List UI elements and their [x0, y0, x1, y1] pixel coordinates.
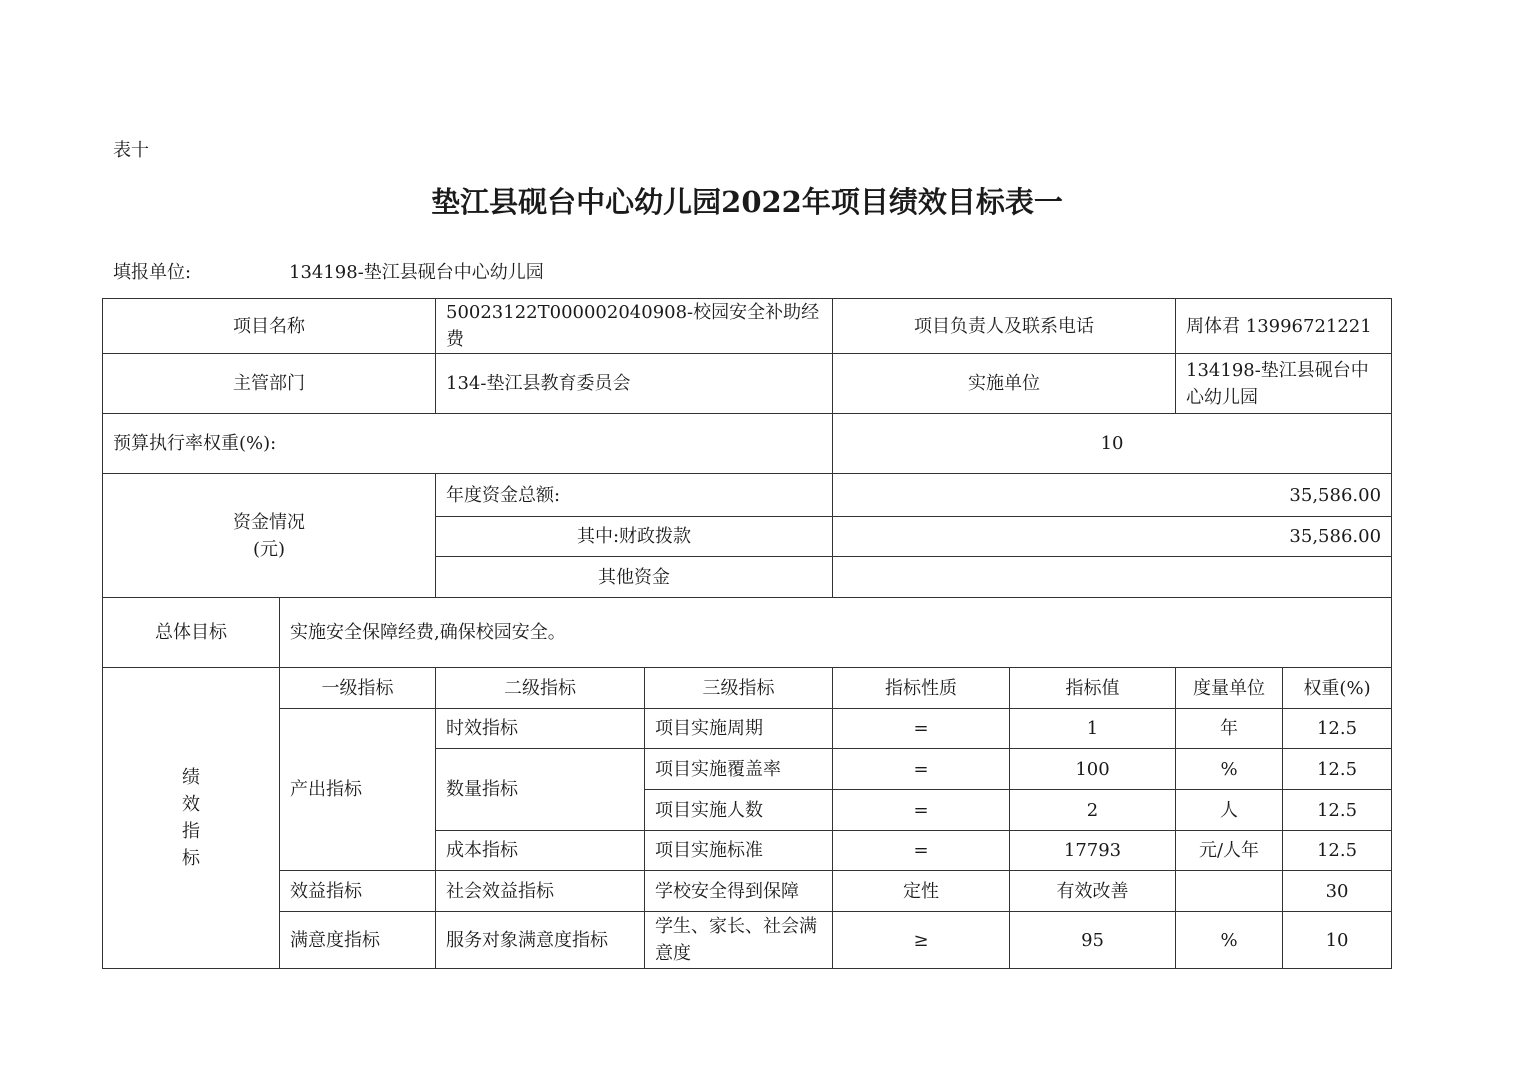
weight-cell: 10	[1283, 912, 1392, 969]
value-cell: 95	[1010, 912, 1176, 969]
header-level2: 二级指标	[436, 668, 645, 709]
header-nature: 指标性质	[833, 668, 1010, 709]
nature-cell: =	[833, 831, 1010, 871]
funds-total-value: 35,586.00	[833, 474, 1392, 517]
row-overall-goal	[103, 598, 1392, 668]
project-name-label: 项目名称	[103, 299, 436, 354]
dept-label: 主管部门	[103, 354, 436, 414]
perf-section-label-text: 绩效指标	[182, 767, 200, 869]
unit-cell: %	[1176, 912, 1283, 969]
header-unit: 度量单位	[1176, 668, 1283, 709]
header-value: 指标值	[1010, 668, 1176, 709]
nature-cell: ≥	[833, 912, 1010, 969]
level3-cell: 项目实施周期	[645, 709, 833, 749]
table-row	[103, 709, 1392, 749]
weight-cell: 12.5	[1283, 709, 1392, 749]
weight-cell: 12.5	[1283, 749, 1392, 790]
level3-cell: 项目实施人数	[645, 790, 833, 831]
row-budget-weight	[103, 414, 1392, 474]
impl-unit-value: 134198-垫江县砚台中心幼儿园	[1176, 354, 1392, 414]
level2-cell: 社会效益指标	[436, 871, 645, 912]
weight-cell: 12.5	[1283, 790, 1392, 831]
funds-fiscal-value: 35,586.00	[833, 517, 1392, 557]
overall-goal-value: 实施安全保障经费,确保校园安全。	[280, 598, 1392, 668]
perf-section-label	[103, 668, 280, 969]
nature-cell: =	[833, 749, 1010, 790]
level3-cell: 学生、家长、社会满意度	[645, 912, 833, 969]
value-cell: 有效改善	[1010, 871, 1176, 912]
unit-cell: 元/人年	[1176, 831, 1283, 871]
level2-cell: 成本指标	[436, 831, 645, 871]
row-funds-total	[103, 474, 1392, 517]
row-perf-header	[103, 668, 1392, 709]
unit-cell: 年	[1176, 709, 1283, 749]
funds-fiscal-label: 其中:财政拨款	[436, 517, 833, 557]
row-department	[103, 354, 1392, 414]
dept-value: 134-垫江县教育委员会	[436, 354, 833, 414]
fill-unit-value: 134198-垫江县砚台中心幼儿园	[289, 262, 544, 283]
funds-total-label: 年度资金总额:	[436, 474, 833, 517]
funds-other-label: 其他资金	[436, 557, 833, 598]
weight-cell: 12.5	[1283, 831, 1392, 871]
value-cell: 100	[1010, 749, 1176, 790]
budget-weight-value: 10	[833, 414, 1392, 474]
header-weight: 权重(%)	[1283, 668, 1392, 709]
level3-cell: 项目实施覆盖率	[645, 749, 833, 790]
performance-goal-table	[102, 298, 1392, 969]
leader-value: 周体君 13996721221	[1176, 299, 1392, 354]
unit-cell	[1176, 871, 1283, 912]
overall-goal-label: 总体目标	[103, 598, 280, 668]
fill-unit-line	[113, 258, 544, 284]
value-cell: 2	[1010, 790, 1176, 831]
table-label: 表十	[113, 140, 149, 161]
level2-cell: 时效指标	[436, 709, 645, 749]
weight-cell: 30	[1283, 871, 1392, 912]
header-level1: 一级指标	[280, 668, 436, 709]
nature-cell: =	[833, 790, 1010, 831]
leader-label: 项目负责人及联系电话	[833, 299, 1176, 354]
level2-cell: 数量指标	[436, 749, 645, 831]
funds-label	[103, 474, 436, 598]
project-name-value: 50023122T000002040908-校园安全补助经费	[436, 299, 833, 354]
level3-cell: 学校安全得到保障	[645, 871, 833, 912]
level1-cell: 效益指标	[280, 871, 436, 912]
value-cell: 1	[1010, 709, 1176, 749]
page-title: 垫江县砚台中心幼儿园2022年项目绩效目标表一	[431, 185, 1063, 219]
nature-cell: 定性	[833, 871, 1010, 912]
impl-unit-label: 实施单位	[833, 354, 1176, 414]
funds-label-line1: 资金情况	[233, 511, 305, 533]
level1-cell: 满意度指标	[280, 912, 436, 969]
table-row	[103, 912, 1392, 969]
unit-cell: 人	[1176, 790, 1283, 831]
funds-label-line2: (元)	[252, 538, 286, 560]
budget-weight-label: 预算执行率权重(%):	[103, 414, 833, 474]
value-cell: 17793	[1010, 831, 1176, 871]
row-project-name	[103, 299, 1392, 354]
level3-cell: 项目实施标准	[645, 831, 833, 871]
nature-cell: =	[833, 709, 1010, 749]
table-row	[103, 871, 1392, 912]
funds-other-value	[833, 557, 1392, 598]
level1-cell: 产出指标	[280, 709, 436, 871]
header-level3: 三级指标	[645, 668, 833, 709]
unit-cell: %	[1176, 749, 1283, 790]
level2-cell: 服务对象满意度指标	[436, 912, 645, 969]
fill-unit-label: 填报单位:	[113, 262, 192, 283]
